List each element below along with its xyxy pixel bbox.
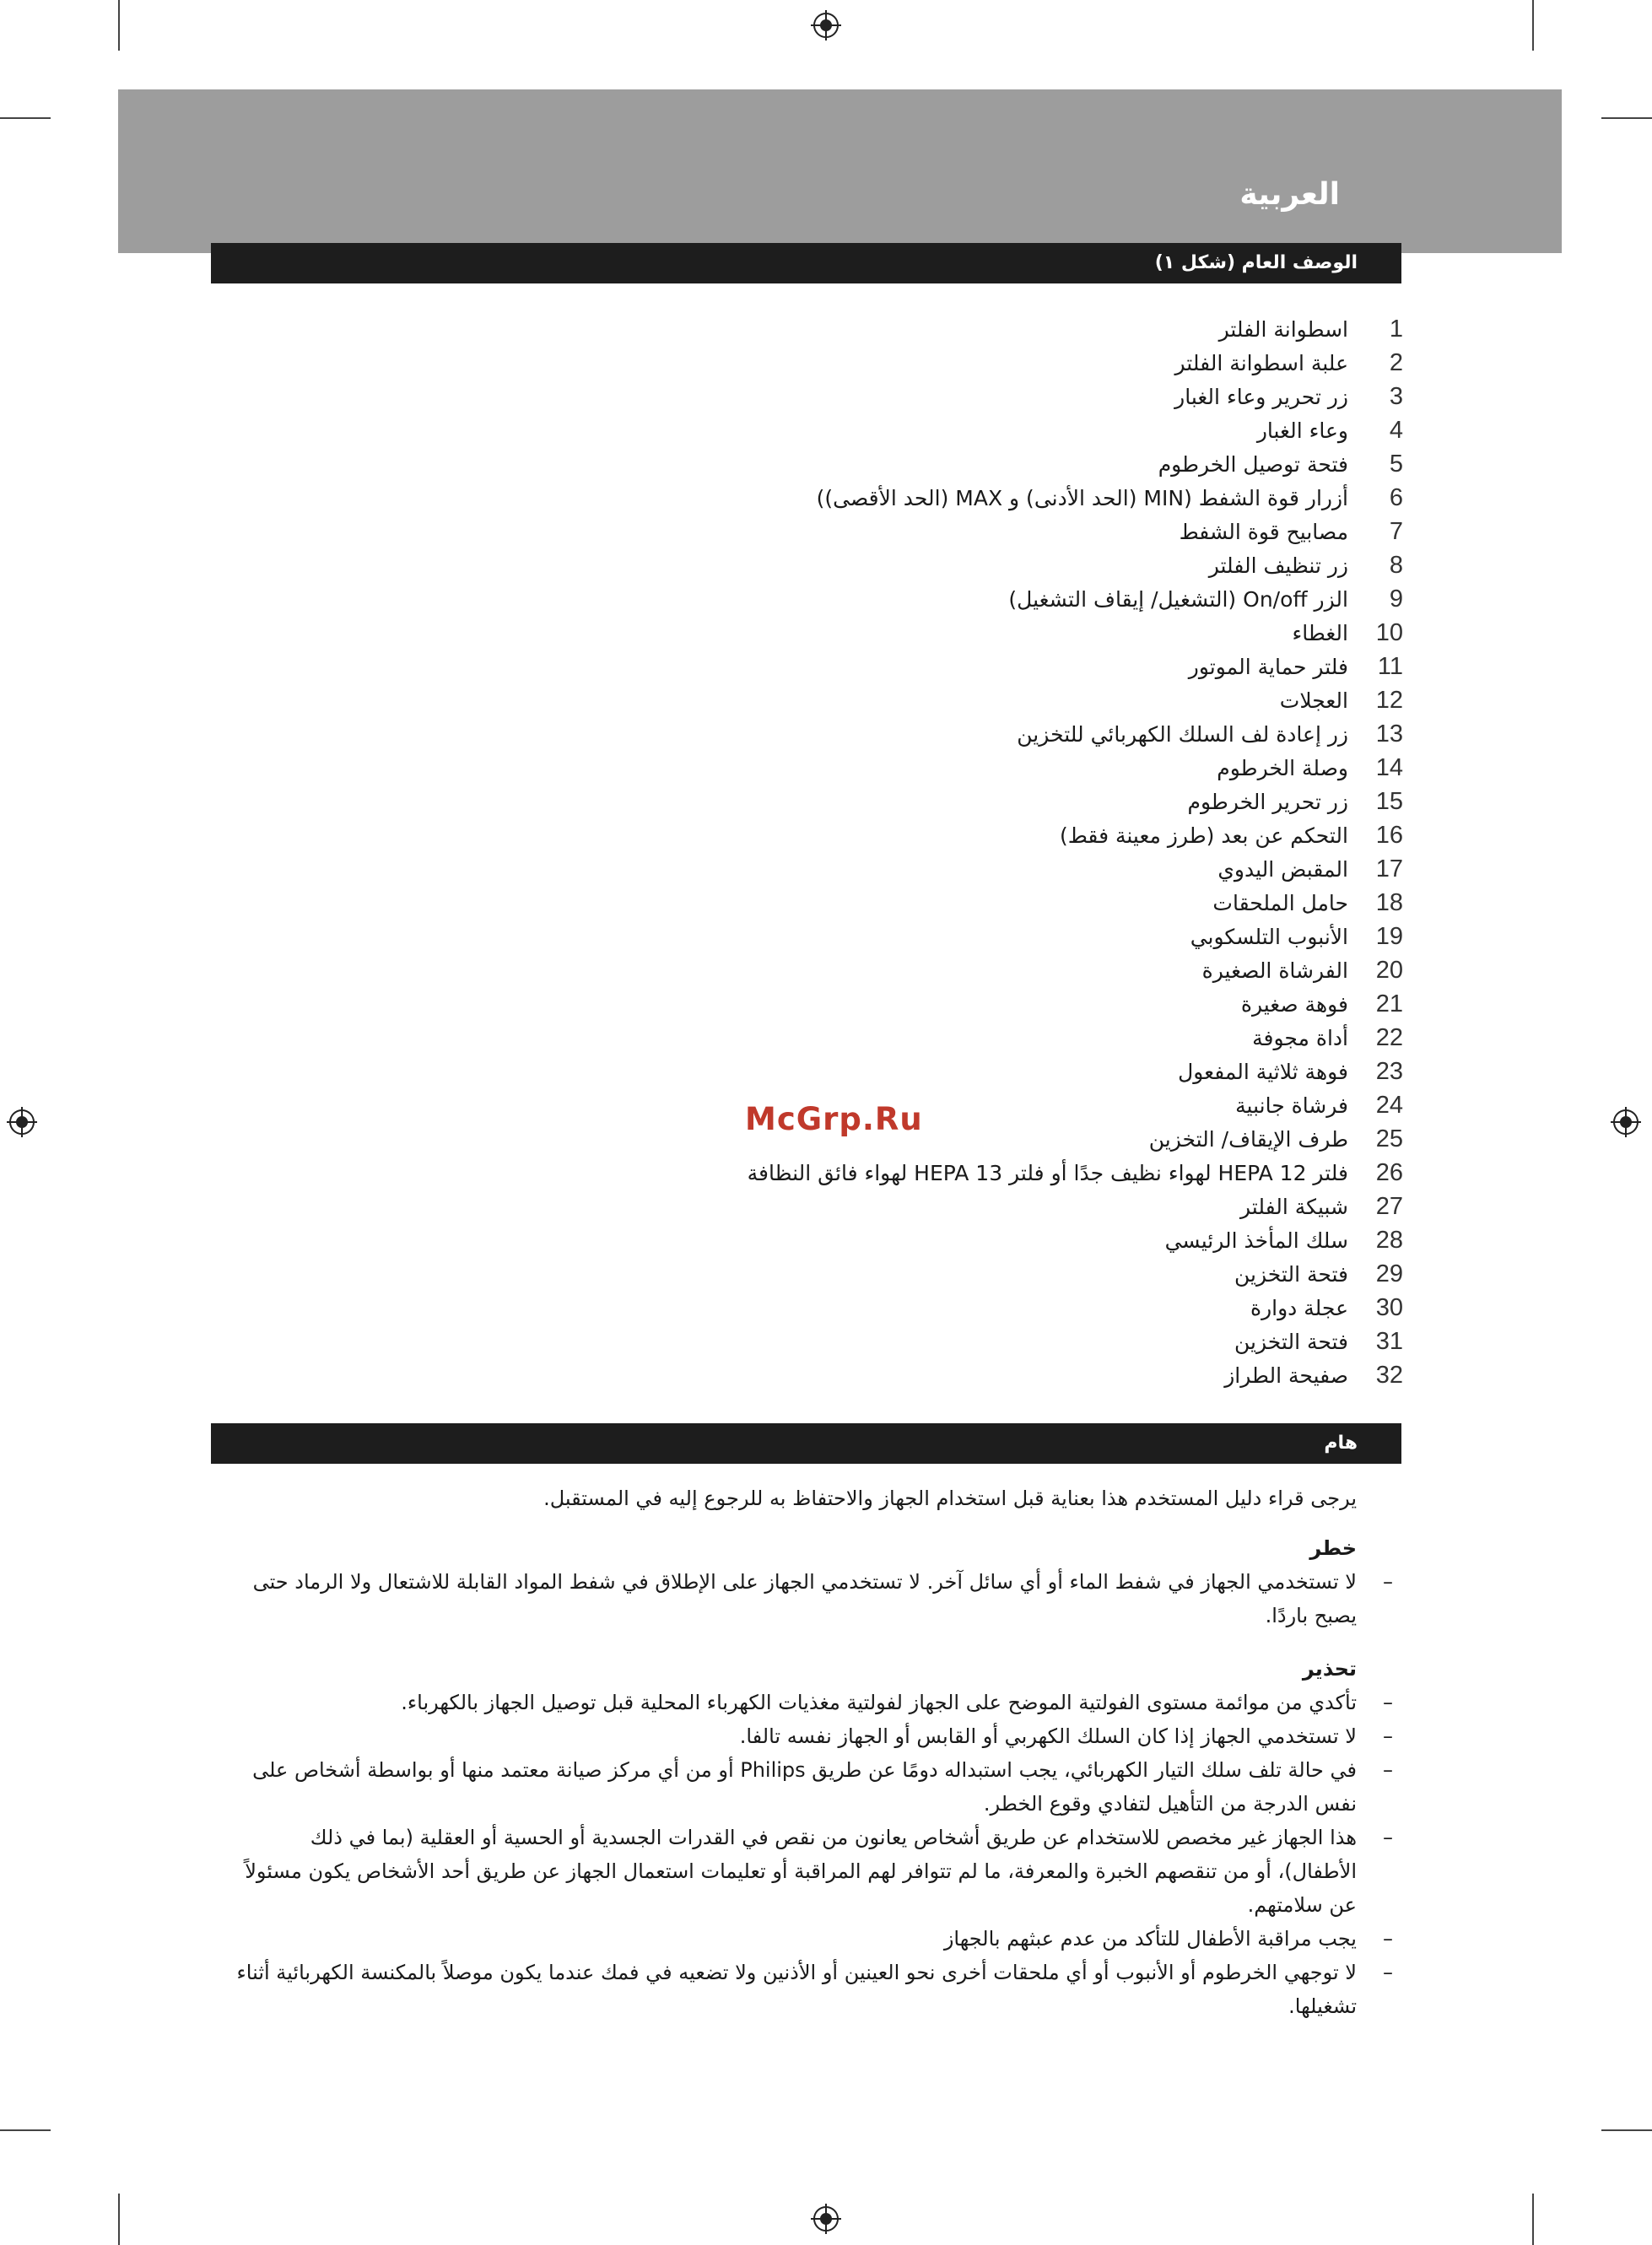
- bullet-item: [226, 1821, 1393, 1922]
- part-name: فلتر حماية الموتور: [1188, 654, 1348, 679]
- part-name: الغطاء: [1292, 620, 1348, 645]
- crop-mark: [0, 117, 51, 119]
- danger-list: [226, 1565, 1393, 1632]
- part-number: 22: [1375, 1023, 1403, 1051]
- part-item: [748, 650, 1403, 683]
- part-name: طرف الإيقاف/ التخزين: [1148, 1126, 1348, 1152]
- bullet-item: [226, 1956, 1393, 2023]
- part-name: التحكم عن بعد (طرز معينة فقط): [1059, 823, 1348, 848]
- part-item: [748, 1021, 1403, 1055]
- part-name: أداة مجوفة: [1252, 1025, 1348, 1050]
- part-name: زر تحرير وعاء الغبار: [1174, 384, 1348, 409]
- header-band: [118, 89, 1562, 253]
- important-intro: يرجى قراء دليل المستخدم هذا بعناية قبل استخدام الجهاز والاحتفاظ به للرجوع إليه في المستقبل.: [543, 1487, 1357, 1510]
- part-number: 25: [1375, 1125, 1403, 1152]
- part-name: الفرشاة الصغيرة: [1201, 958, 1348, 983]
- warning-list: [226, 1686, 1393, 2023]
- crop-mark: [1601, 2129, 1652, 2131]
- part-item: [748, 852, 1403, 886]
- warning-heading: تحذير: [1302, 1657, 1357, 1681]
- bullet-text: يجب مراقبة الأطفال للتأكد من عدم عبثهم بالجهاز: [943, 1927, 1357, 1951]
- part-item: [748, 447, 1403, 481]
- part-item: [748, 582, 1403, 616]
- bullet-item: [226, 1753, 1393, 1821]
- part-name: العجلات: [1279, 688, 1348, 713]
- part-number: 16: [1375, 821, 1403, 849]
- part-item: [748, 818, 1403, 852]
- part-name: فتحة توصيل الخرطوم: [1158, 451, 1348, 477]
- watermark: McGrp.Ru: [745, 1101, 923, 1137]
- part-number: 17: [1375, 855, 1403, 882]
- part-name: وصلة الخرطوم: [1217, 755, 1348, 780]
- part-item: [748, 481, 1403, 515]
- part-item: [748, 548, 1403, 582]
- bullet-dash: –: [1383, 1570, 1393, 1594]
- part-number: 21: [1375, 990, 1403, 1017]
- bullet-text: في حالة تلف سلك التيار الكهربائي، يجب استبداله دومًا عن طريق Philips أو من أي مركز صيانة معتمد منها أو بواسطة أشخاص على نفس الدرجة من التأهيل لتفادي وقوع الخطر.: [252, 1758, 1357, 1816]
- part-item: [748, 1223, 1403, 1257]
- bullet-text: هذا الجهاز غير مخصص للاستخدام عن طريق أشخاص يعانون من نقص في القدرات الجسدية أو الحسية أو العقلية (بما في ذلك الأطفال)، أو من تنقصهم الخبرة والمعرفة، ما لم تتوافر لهم المراقبة أو تعليمات استعمال الجهاز عن طريق أحد الأشخاص يكون مسئولاً عن سلامتهم.: [245, 1826, 1357, 1917]
- registration-mark-icon: [1611, 1107, 1641, 1137]
- part-item: [748, 683, 1403, 717]
- part-number: 20: [1375, 956, 1403, 984]
- bullet-item: [226, 1922, 1393, 1956]
- bullet-text: لا تستخدمي الجهاز إذا كان السلك الكهربي أو القابس أو الجهاز نفسه تالفا.: [739, 1724, 1357, 1748]
- bullet-text: تأكدي من موائمة مستوى الفولتية الموضح على الجهاز لفولتية مغذيات الكهرباء المحلية قبل توصيل الجهاز بالكهرباء.: [401, 1691, 1357, 1714]
- part-number: 24: [1375, 1091, 1403, 1119]
- part-number: 5: [1389, 450, 1403, 478]
- part-item: [748, 1325, 1403, 1358]
- part-name: صفيحة الطراز: [1224, 1363, 1348, 1388]
- crop-mark: [1601, 117, 1652, 119]
- language-title: العربية: [1239, 177, 1340, 212]
- bullet-text: لا تستخدمي الجهاز في شفط الماء أو أي سائل آخر. لا تستخدمي الجهاز على الإطلاق في شفط المواد القابلة للاشتعال ولا الرماد حتى يصبح باردًا.: [252, 1570, 1357, 1627]
- part-number: 15: [1375, 787, 1403, 815]
- bullet-dash: –: [1383, 1961, 1393, 1984]
- part-number: 12: [1375, 686, 1403, 714]
- part-item: [748, 413, 1403, 447]
- part-name: المقبض اليدوي: [1217, 856, 1348, 882]
- part-number: 13: [1375, 720, 1403, 747]
- part-item: [748, 717, 1403, 751]
- part-number: 31: [1375, 1327, 1403, 1355]
- part-number: 3: [1389, 382, 1403, 410]
- part-item: [748, 1257, 1403, 1291]
- parts-list: [748, 312, 1403, 1392]
- part-name: مصابيح قوة الشفط: [1179, 519, 1348, 544]
- part-item: [748, 1190, 1403, 1223]
- part-name: فرشاة جانبية: [1235, 1093, 1348, 1118]
- part-number: 18: [1375, 888, 1403, 916]
- part-name: فتحة التخزين: [1234, 1329, 1348, 1354]
- part-number: 10: [1375, 618, 1403, 646]
- bullet-item: [226, 1565, 1393, 1632]
- bullet-text: لا توجهي الخرطوم أو الأنبوب أو أي ملحقات أخرى نحو العينين أو الأذنين ولا تضعيه في فمك عندما يكون موصلاً بالمكنسة الكهربائية أثناء تشغيلها.: [236, 1961, 1357, 2018]
- part-name: فتحة التخزين: [1234, 1261, 1348, 1287]
- part-name: فلتر HEPA 12 لهواء نظيف جدًا أو فلتر HEPA 13 لهواء فائق النظافة: [747, 1160, 1348, 1185]
- part-number: 27: [1375, 1192, 1403, 1220]
- bullet-item: [226, 1686, 1393, 1719]
- part-name: حامل الملحقات: [1212, 890, 1348, 915]
- part-number: 7: [1389, 517, 1403, 545]
- part-number: 32: [1375, 1361, 1403, 1389]
- part-item: [748, 987, 1403, 1021]
- part-number: 6: [1389, 483, 1403, 511]
- part-name: وعاء الغبار: [1256, 418, 1348, 443]
- part-number: 29: [1375, 1260, 1403, 1287]
- part-number: 14: [1375, 753, 1403, 781]
- part-name: علبة اسطوانة الفلتر: [1174, 350, 1348, 375]
- part-number: 1: [1389, 315, 1403, 343]
- part-name: عجلة دوارة: [1250, 1295, 1348, 1320]
- part-name: الزر On/off (التشغيل/ إيقاف التشغيل): [1008, 586, 1348, 612]
- part-item: [748, 616, 1403, 650]
- section-bar-important: هام: [211, 1423, 1401, 1464]
- crop-mark: [0, 2129, 51, 2131]
- crop-mark: [1532, 0, 1534, 51]
- crop-mark: [118, 0, 120, 51]
- part-number: 11: [1377, 652, 1403, 680]
- bullet-item: [226, 1719, 1393, 1753]
- bullet-dash: –: [1383, 1758, 1393, 1782]
- part-name: فوهة ثلاثية المفعول: [1178, 1059, 1348, 1084]
- registration-mark-icon: [7, 1107, 37, 1137]
- crop-mark: [118, 2194, 120, 2245]
- part-name: الأنبوب التلسكوبي: [1190, 924, 1348, 949]
- part-number: 4: [1389, 416, 1403, 444]
- part-name: فوهة صغيرة: [1240, 991, 1348, 1017]
- part-item: [748, 1358, 1403, 1392]
- part-number: 30: [1375, 1293, 1403, 1321]
- part-item: [748, 1291, 1403, 1325]
- part-number: 8: [1389, 551, 1403, 579]
- part-item: [748, 953, 1403, 987]
- part-name: زر تحرير الخرطوم: [1187, 789, 1348, 814]
- part-number: 23: [1375, 1057, 1403, 1085]
- part-number: 28: [1375, 1226, 1403, 1254]
- bullet-dash: –: [1383, 1724, 1393, 1748]
- part-name: أزرار قوة الشفط (MIN (الحد الأدنى) و MAX (الحد الأقصى)): [816, 485, 1348, 510]
- part-item: [748, 346, 1403, 380]
- part-item: [748, 1055, 1403, 1088]
- bullet-dash: –: [1383, 1691, 1393, 1714]
- part-item: [748, 1156, 1403, 1190]
- part-name: شبيكة الفلتر: [1239, 1194, 1348, 1219]
- section-bar-general-description: الوصف العام (شكل ١): [211, 243, 1401, 283]
- part-number: 19: [1375, 922, 1403, 950]
- crop-mark: [1532, 2194, 1534, 2245]
- part-item: [748, 515, 1403, 548]
- danger-heading: خطر: [1309, 1536, 1357, 1560]
- part-number: 2: [1389, 348, 1403, 376]
- part-item: [748, 886, 1403, 920]
- part-item: [748, 751, 1403, 785]
- part-number: 26: [1375, 1158, 1403, 1186]
- part-item: [748, 785, 1403, 818]
- part-item: [748, 920, 1403, 953]
- part-number: 9: [1389, 585, 1403, 613]
- part-item: [748, 380, 1403, 413]
- registration-mark-icon: [811, 2204, 841, 2234]
- registration-mark-icon: [811, 10, 841, 40]
- part-name: اسطوانة الفلتر: [1218, 316, 1348, 342]
- bullet-dash: –: [1383, 1826, 1393, 1849]
- part-name: زر إعادة لف السلك الكهربائي للتخزين: [1017, 721, 1348, 747]
- bullet-dash: –: [1383, 1927, 1393, 1951]
- part-item: [748, 312, 1403, 346]
- part-name: سلك المأخذ الرئيسي: [1164, 1228, 1348, 1253]
- part-name: زر تنظيف الفلتر: [1208, 553, 1348, 578]
